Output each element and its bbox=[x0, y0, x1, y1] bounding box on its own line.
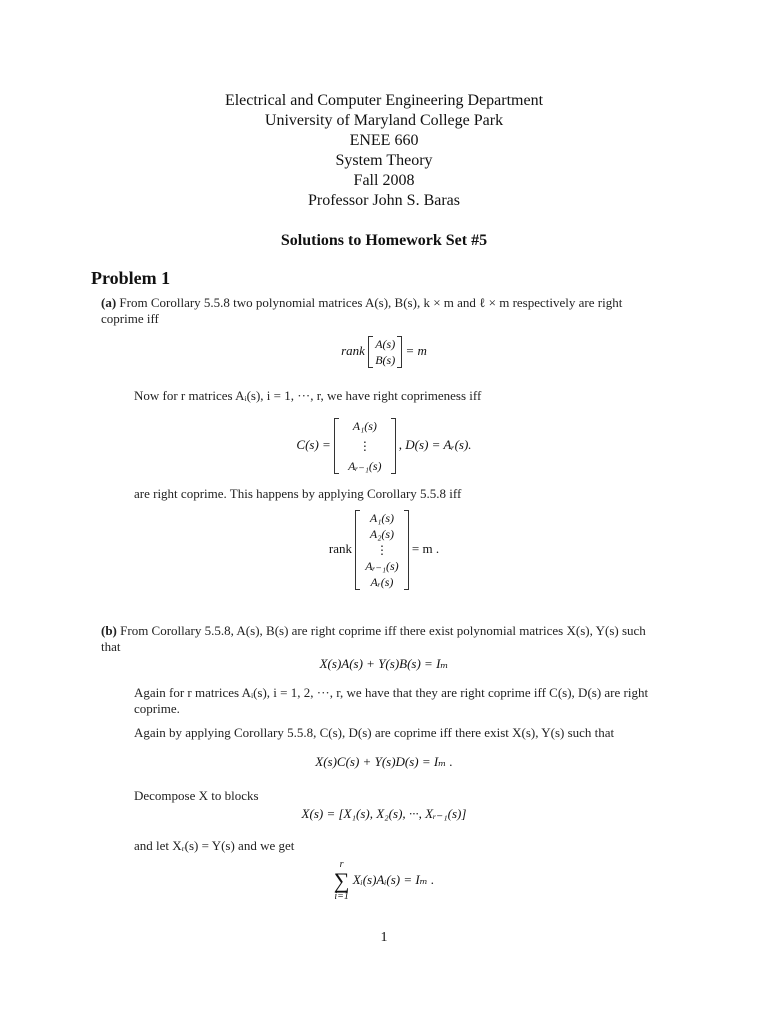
part-b-label: (b) bbox=[101, 623, 117, 638]
sum-upper-limit: r bbox=[339, 859, 344, 870]
summation-body: Xᵢ(s)Aᵢ(s) = Iₘ . bbox=[352, 871, 435, 887]
part-b-text-4: Decompose X to blocks bbox=[134, 788, 259, 803]
summation-symbol bbox=[334, 860, 350, 902]
part-b-text-3: Again by applying Corollary 5.5.8, C(s), D(s) are coprime iff there exist X(s), Y(s) such that bbox=[134, 725, 615, 740]
matrix-entry: A₁(s) bbox=[369, 511, 395, 525]
part-a-intro: From Corollary 5.5.8 two polynomial matrices A(s), B(s), k × m and ℓ × m respectively are right coprime iff bbox=[101, 295, 623, 326]
part-b-equation-4 bbox=[0, 860, 768, 902]
part-a-equation-3 bbox=[0, 510, 768, 590]
professor-line: Professor John S. Baras bbox=[308, 192, 460, 209]
matrix-entry: Aᵣ₋₁(s) bbox=[348, 459, 382, 473]
rank-stack-matrix bbox=[355, 510, 408, 590]
document-subtitle: Solutions to Homework Set #5 bbox=[280, 232, 488, 249]
part-b-equation-1: X(s)A(s) + Y(s)B(s) = Iₘ bbox=[319, 656, 449, 671]
c-matrix bbox=[334, 418, 395, 474]
matrix-entry: Aᵣ₋₁(s) bbox=[365, 559, 399, 573]
rank-matrix bbox=[368, 336, 402, 368]
part-a-equation-2 bbox=[0, 418, 768, 474]
part-a-text-2: Now for r matrices Aᵢ(s), i = 1, ···, r, we have right coprimeness iff bbox=[134, 388, 482, 403]
course-line: ENEE 660 bbox=[349, 132, 419, 149]
matrix-entry: A(s) bbox=[375, 337, 396, 351]
matrix-entry: ⋮ bbox=[375, 543, 388, 557]
problem-title: Problem 1 bbox=[91, 268, 171, 288]
matrix-entry: A₁(s) bbox=[352, 419, 377, 433]
page-number: 1 bbox=[380, 930, 388, 945]
matrix-entry: ⋮ bbox=[358, 439, 371, 453]
university-line: University of Maryland College Park bbox=[264, 112, 504, 129]
part-a-label: (a) bbox=[101, 295, 117, 310]
department-line: Electrical and Computer Engineering Department bbox=[224, 92, 544, 109]
part-b-paragraph bbox=[101, 623, 661, 655]
part-a-paragraph bbox=[101, 295, 661, 327]
matrix-entry: B(s) bbox=[375, 353, 396, 367]
part-b-text-2: Again for r matrices Aᵢ(s), i = 1, 2, ···, r, we have that they are right coprime iff C(s), D(s) are right coprime. bbox=[134, 685, 649, 716]
equation-rhs: = m bbox=[405, 342, 427, 358]
part-b-equation-2: X(s)C(s) + Y(s)D(s) = Iₘ . bbox=[315, 754, 453, 769]
matrix-entry: Aᵣ(s) bbox=[370, 575, 394, 589]
part-a-equation-1 bbox=[0, 336, 768, 368]
document-header bbox=[0, 91, 768, 211]
sum-lower-limit: i=1 bbox=[334, 891, 349, 902]
sigma-glyph: ∑ bbox=[333, 868, 350, 893]
equation-rhs: = m . bbox=[411, 540, 440, 556]
subject-line: System Theory bbox=[335, 152, 433, 169]
rank-label: rank bbox=[341, 342, 365, 358]
equation-rhs: , D(s) = Aᵣ(s). bbox=[398, 436, 472, 452]
term-line: Fall 2008 bbox=[353, 172, 415, 189]
part-b-intro: From Corollary 5.5.8, A(s), B(s) are right coprime iff there exist polynomial matrices X(s), Y(s) such that bbox=[101, 623, 646, 654]
part-a-text-3: are right coprime. This happens by applying Corollary 5.5.8 iff bbox=[134, 486, 462, 501]
matrix-entry: A₂(s) bbox=[369, 527, 395, 541]
part-b-text-5: and let Xᵣ(s) = Y(s) and we get bbox=[134, 838, 295, 853]
equation-lhs: C(s) = bbox=[296, 436, 331, 452]
part-b-equation-3: X(s) = [X₁(s), X₂(s), ···, Xᵣ₋₁(s)] bbox=[301, 806, 467, 821]
rank-label: rank bbox=[328, 540, 352, 556]
